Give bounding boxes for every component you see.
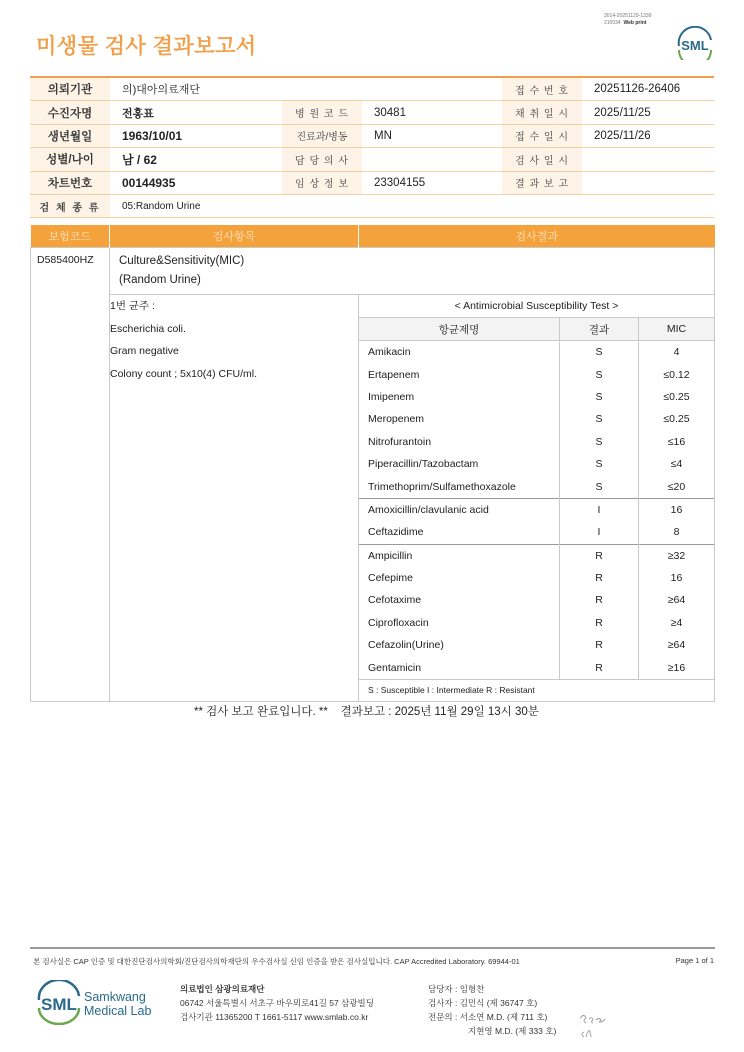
ast-row bbox=[359, 408, 714, 430]
ast-drug: Ertapenem bbox=[368, 368, 420, 381]
ast-mic: ≤4 bbox=[639, 453, 715, 475]
organism-line: 1번 균주 : bbox=[110, 300, 156, 312]
col-test-result: 검사결과 bbox=[359, 225, 715, 248]
ast-drug: Ceftazidime bbox=[368, 526, 424, 539]
ast-row bbox=[359, 521, 714, 544]
ast-col-mic: MIC bbox=[639, 318, 715, 341]
ast-mic: ≤0.12 bbox=[639, 363, 715, 385]
ast-drug: Imipenem bbox=[368, 390, 415, 403]
ast-drug: Nitrofurantoin bbox=[368, 435, 432, 448]
sml-logo-icon bbox=[36, 980, 82, 1025]
report-complete: ** 검사 보고 완료입니다. ** 결과보고 : 2025년 11월 29일 13시 30분 bbox=[194, 706, 539, 718]
sml-logo-icon bbox=[675, 26, 715, 60]
ast-row bbox=[359, 589, 714, 611]
ast-row bbox=[359, 567, 714, 589]
ast-result: S bbox=[560, 453, 639, 475]
ast-result: R bbox=[560, 634, 639, 656]
ast-result: S bbox=[560, 431, 639, 453]
ast-mic: ≤0.25 bbox=[639, 408, 715, 430]
page-number: Page 1 of 1 bbox=[675, 956, 714, 965]
ast-row bbox=[359, 544, 714, 567]
ast-result: S bbox=[560, 475, 639, 498]
ast-row bbox=[359, 341, 714, 364]
ast-drug: Ciprofloxacin bbox=[368, 616, 429, 629]
staff-info: 담당자 : 임형찬 검사자 : 김민식 (제 36747 호) 전문의 : 서소연 M.D. (제 711 호) 지현영 M.D. (제 333 호) bbox=[428, 984, 557, 1036]
ast-row bbox=[359, 634, 714, 656]
ast-mic: 16 bbox=[639, 567, 715, 589]
ast-row bbox=[359, 475, 714, 498]
ast-result: S bbox=[560, 341, 639, 364]
ast-row bbox=[359, 431, 714, 453]
ast-drug: Meropenem bbox=[368, 413, 425, 426]
svg-text:SML: SML bbox=[681, 38, 709, 53]
ast-mic: ≥32 bbox=[639, 544, 715, 567]
ast-mic: ≤0.25 bbox=[639, 386, 715, 408]
org-info: 의료법인 삼광의료재단 06742 서울특별시 서초구 바우뫼로41길 57 삼광빌딩 검사기관 11365200 T 1661-5117 www.smlab.co.kr bbox=[180, 984, 374, 1022]
ast-drug: Trimethoprim/Sulfamethoxazole bbox=[368, 480, 516, 493]
test-item-name: Culture&Sensitivity(MIC) bbox=[119, 255, 245, 267]
ast-drug: Cefotaxime bbox=[368, 594, 422, 607]
ast-result: R bbox=[560, 544, 639, 567]
ast-row bbox=[359, 498, 714, 521]
ast-row bbox=[359, 453, 714, 475]
ast-drug: Amoxicillin/clavulanic acid bbox=[359, 498, 560, 521]
ast-result: R bbox=[560, 612, 639, 634]
ast-mic: ≤20 bbox=[639, 475, 715, 498]
organism-line: Colony count ; 5x10(4) CFU/ml. bbox=[110, 367, 258, 380]
report-title: 미생물 검사 결과보고서 bbox=[36, 35, 257, 58]
insurance-code: D585400HZ bbox=[31, 248, 110, 702]
ast-col-result: 결과 bbox=[560, 318, 639, 341]
ast-result: S bbox=[560, 363, 639, 385]
ast-col-drug: 항균제명 bbox=[359, 318, 560, 341]
ast-result: R bbox=[560, 567, 639, 589]
patient-info-table: 의뢰기관 의)대아의료재단 접 수 번 호 20251126-26406 수진자명 전홍표 병 원 코 드 30481 채 취 일 시 2025/11/25 생년월일 1963/10/01 진료과/병동 MN 접 수 일 시 2025/11/26 성별/나이 남 / 62 담 당 의 사 검 사 일 시 차트번호 00144935 임 상 정 보 23304155 결 과 보 고 검 체 종 류 05:Random Urine bbox=[30, 76, 714, 218]
ast-drug: Cefazolin(Urine) bbox=[368, 639, 444, 652]
footer-divider bbox=[30, 947, 715, 949]
ast-table bbox=[359, 295, 714, 701]
signature-icon bbox=[576, 1010, 610, 1040]
organism-line: Gram negative bbox=[110, 345, 179, 358]
ast-drug: Ampicillin bbox=[359, 544, 560, 567]
accreditation-note: 본 검사실은 CAP 인증 및 대한진단검사의학회/진단검사의학재단의 우수검사실 신임 인증을 받은 검사실입니다. CAP Accredited Laboratory. 69944-01 bbox=[33, 957, 520, 966]
ast-result: S bbox=[560, 386, 639, 408]
ast-mic: ≥16 bbox=[639, 656, 715, 679]
col-test-item: 검사항목 bbox=[110, 225, 359, 248]
organism-info bbox=[110, 295, 359, 702]
ast-mic: 4 bbox=[639, 341, 715, 364]
print-code: 3014-20251129-1339 210034 Web print bbox=[604, 13, 652, 26]
col-insurance-code: 보험코드 bbox=[31, 225, 110, 248]
test-item-specimen: (Random Urine) bbox=[119, 274, 201, 286]
ast-drug: Amikacin bbox=[368, 346, 411, 359]
organism-line: Escherichia coli. bbox=[110, 322, 186, 335]
ast-drug: Piperacillin/Tazobactam bbox=[368, 458, 479, 471]
ast-mic: ≥4 bbox=[639, 612, 715, 634]
ast-mic: ≥64 bbox=[639, 634, 715, 656]
svg-text:SML: SML bbox=[41, 995, 77, 1014]
ast-result: S bbox=[560, 408, 639, 430]
ast-result: I bbox=[560, 521, 639, 544]
ast-row bbox=[359, 612, 714, 634]
ast-result: I bbox=[560, 498, 639, 521]
ast-mic: 16 bbox=[639, 498, 715, 521]
results-table bbox=[30, 225, 715, 702]
ast-mic: ≥64 bbox=[639, 589, 715, 611]
ast-mic: ≤16 bbox=[639, 431, 715, 453]
ast-row bbox=[359, 656, 714, 679]
report-time: 결과보고 : 2025년 11월 29일 13시 30분 bbox=[340, 706, 539, 718]
ast-drug: Cefepime bbox=[368, 572, 413, 585]
ast-row bbox=[359, 386, 714, 408]
ast-row bbox=[359, 363, 714, 385]
ast-drug: Gentamicin bbox=[368, 661, 422, 674]
ast-result: R bbox=[560, 589, 639, 611]
ast-result: R bbox=[560, 656, 639, 679]
samkwang-logo: SML Samkwang Medical Lab bbox=[36, 980, 156, 1025]
ast-title: < Antimicrobial Susceptibility Test > bbox=[454, 300, 619, 312]
ast-legend: S : Susceptible I : Intermediate R : Resistant bbox=[359, 679, 714, 701]
ast-mic: 8 bbox=[639, 521, 715, 544]
